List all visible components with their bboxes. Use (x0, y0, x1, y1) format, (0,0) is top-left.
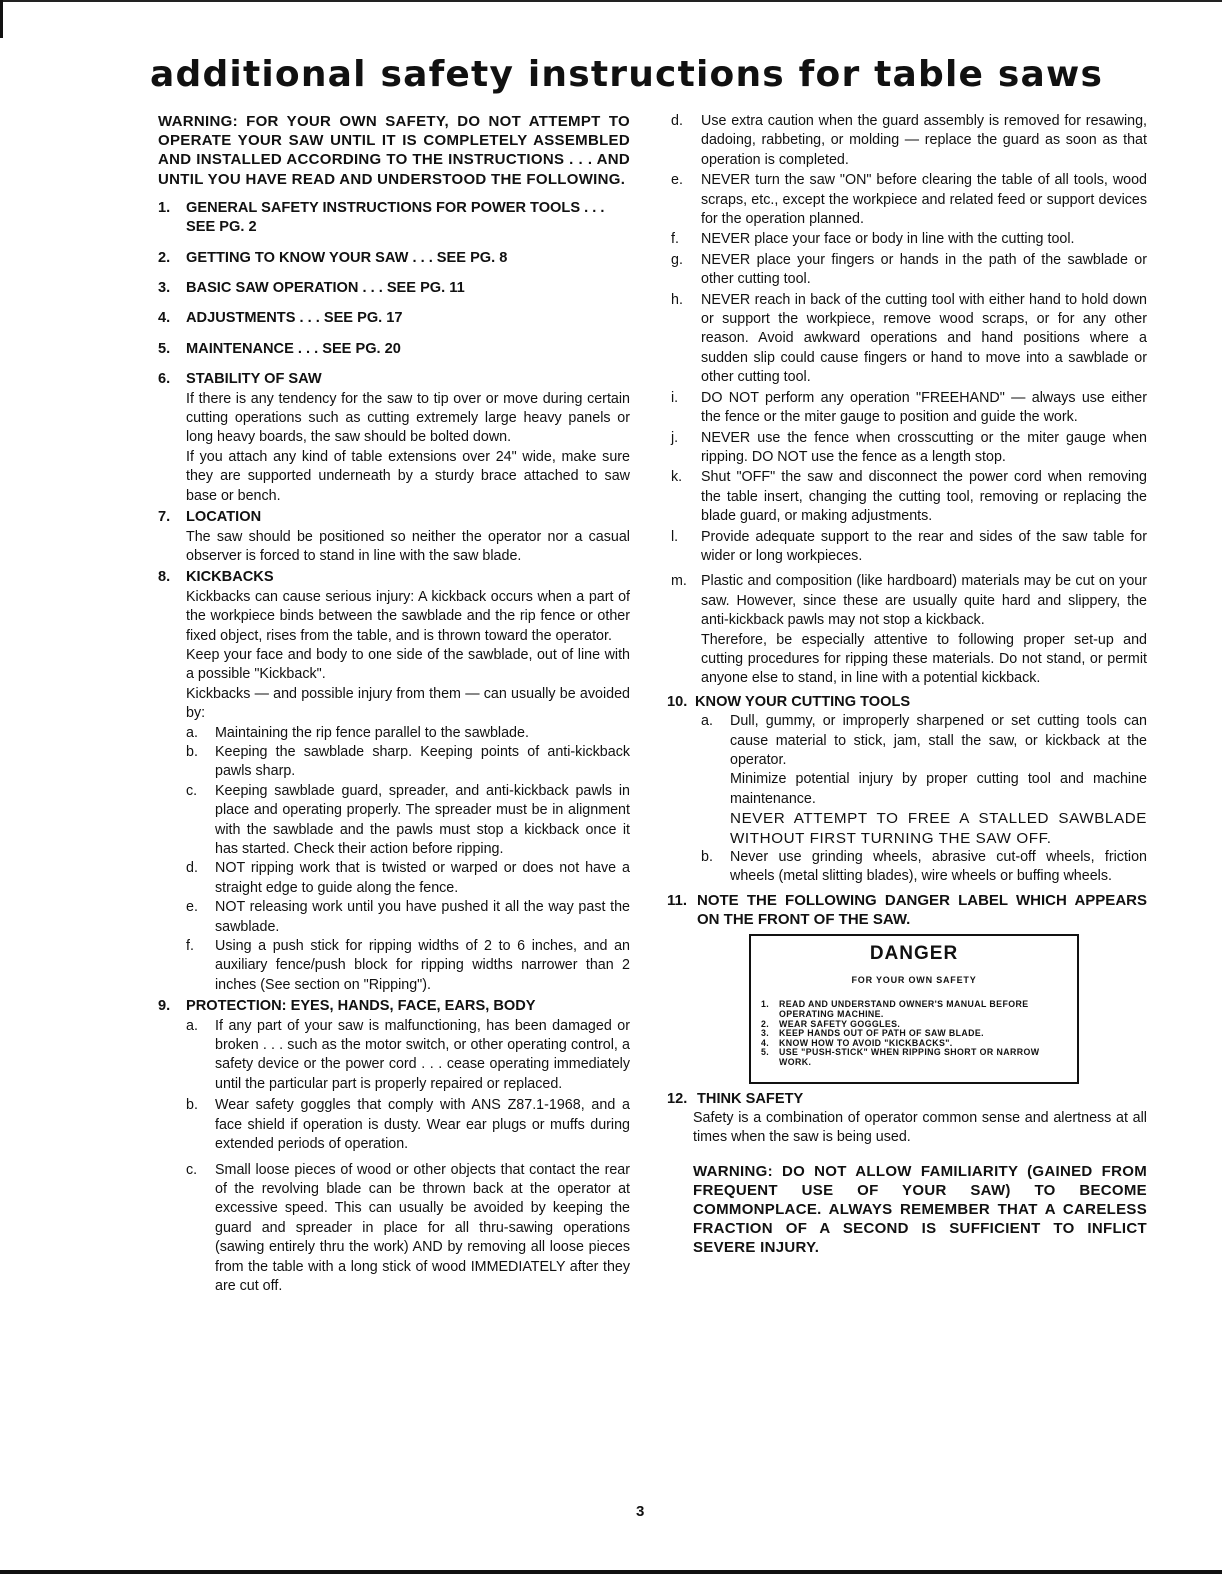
section-text: MAINTENANCE . . . SEE PG. 20 (186, 340, 401, 357)
danger-item (761, 1048, 1067, 1067)
list-item (186, 743, 630, 782)
list-text: If any part of your saw is malfunctioning, has been damaged or broken . . . such as the motor switch, or other operating control, a safety device or the power cord . . . cease operating immediately until the particular part is properly repaired or replaced. (215, 1017, 630, 1092)
list-letter: b. (701, 849, 713, 866)
section-8 (158, 568, 630, 995)
danger-subtitle: FOR YOUR OWN SAFETY (851, 975, 977, 986)
list-item (186, 859, 630, 898)
list-text: Keeping the sawblade sharp. Keeping points of anti-kickback pawls sharp. (215, 743, 630, 780)
danger-title: DANGER (869, 942, 959, 964)
section-number: 9. (158, 998, 171, 1015)
list-letter: e. (186, 899, 198, 916)
list-text: Minimize potential injury by proper cutting tool and machine maintenance. (730, 771, 1147, 807)
danger-item-text: KEEP HANDS OUT OF PATH OF SAW BLADE. (779, 1028, 985, 1039)
list-item (667, 112, 1147, 170)
section-number: 1. (158, 199, 171, 216)
list-item (701, 712, 1147, 848)
list-letter: b. (186, 743, 198, 760)
list-letter: e. (671, 172, 683, 189)
list-text: Plastic and composition (like hardboard) materials may be cut on your saw. However, since these are usually quite hard and slippery, the anti-kickback pawls may not stop a kickback. (701, 573, 1147, 629)
section-11-heading (667, 891, 1147, 930)
section-heading-text: KNOW YOUR CUTTING TOOLS (695, 693, 911, 710)
section-text: BASIC SAW OPERATION . . . SEE PG. 11 (186, 280, 465, 297)
section-7 (158, 508, 630, 566)
danger-list (761, 1000, 1067, 1067)
list-letter: c. (186, 782, 198, 799)
section-heading (158, 568, 630, 587)
scan-edge-top (0, 0, 1222, 2)
list-letter: i. (671, 389, 679, 406)
section-heading (158, 508, 630, 527)
paragraph: Keep your face and body to one side of the sawblade, out of line with a possible "Kickback". (186, 646, 630, 683)
section-10-heading (667, 693, 1147, 712)
section-number: 4. (158, 310, 171, 327)
danger-item-text: USE "PUSH-STICK" WHEN RIPPING SHORT OR NARROW WORK. (779, 1047, 1040, 1068)
section-number: 7. (158, 509, 171, 526)
list-text: NEVER use the fence when crosscutting or the miter gauge when ripping. DO NOT use the fence as a length stop. (701, 429, 1147, 465)
section-12-heading (667, 1090, 1147, 1109)
section-1 (158, 199, 630, 238)
page-number: 3 (636, 1503, 645, 1520)
list-text: Shut "OFF" the saw and disconnect the power cord when removing the table insert, changing the cutting tool, removing or replacing the blade guard, or making adjustments. (701, 469, 1147, 525)
list-text: Provide adequate support to the rear and sides of the saw table for wider or long workpieces. (701, 528, 1147, 564)
right-column (667, 112, 1147, 1257)
danger-item-number: 1. (761, 999, 770, 1010)
list-letter: g. (671, 251, 683, 268)
danger-item-text: WEAR SAFETY GOGGLES. (779, 1018, 901, 1029)
danger-label (749, 934, 1079, 1084)
section-text: GENERAL SAFETY INSTRUCTIONS FOR POWER TOOLS . . . SEE PG. 2 (186, 199, 605, 236)
list-text: NEVER place your fingers or hands in the path of the sawblade or other cutting tool. (701, 251, 1147, 288)
section-heading (158, 997, 630, 1016)
paragraph: Kickbacks can cause serious injury: A kickback occurs when a part of the workpiece binds between the sawblade and the rip fence or other fixed object, rises from the table, and is thrown toward the operator. (186, 588, 630, 644)
section-6 (158, 370, 630, 506)
list-letter: h. (671, 291, 683, 308)
list-item (667, 429, 1147, 468)
list-item (186, 1161, 630, 1297)
section-number: 2. (158, 249, 171, 266)
scan-edge-bottom (0, 1570, 1222, 1574)
section-text: ADJUSTMENTS . . . SEE PG. 17 (186, 310, 403, 327)
list-text: Use extra caution when the guard assembly is removed for resawing, dadoing, rabbeting, or molding — replace the guard as soon as that operation is completed. (701, 113, 1147, 168)
list-text: NEVER turn the saw "ON" before clearing the table of all tools, wood scraps, etc., except the workpiece and related feed or support devices for the operation planned. (701, 172, 1147, 228)
section-heading-text: THINK SAFETY (697, 1090, 804, 1107)
list-item (186, 724, 630, 743)
list-letter: d. (186, 860, 198, 877)
list-letter: c. (186, 1161, 198, 1178)
section-10-list (701, 712, 1147, 887)
list-text: NEVER reach in back of the cutting tool with either hand to hold down or support the workpiece, remove wood scraps, or for any other reason. Avoid awkward operations and hand positions where a sudden slip could cause fingers or hand to move into a sawblade or other cutting tool. (701, 291, 1147, 386)
list-item (667, 251, 1147, 290)
section-heading-text: NOTE THE FOLLOWING DANGER LABEL WHICH APPEARS ON THE FRONT OF THE SAW. (697, 891, 1147, 929)
list-letter: a. (186, 724, 198, 741)
list-letter: f. (671, 231, 679, 248)
list-text: Never use grinding wheels, abrasive cut-off wheels, friction wheels (metal slitting blades), wire wheels or buffing wheels. (730, 849, 1147, 885)
section-9 (158, 997, 630, 1296)
scan-edge-left (0, 0, 3, 38)
list-text: Small loose pieces of wood or other objects that contact the rear of the revolving blade can be thrown back at the operator at excessive speed. This can usually be avoided by keeping the guard and spreader in place for all thru-sawing operations (sawing entirely thru the work) AND by removing all loose pieces from the table with a long stick of wood IMMEDIATELY after they are cut off. (215, 1161, 630, 1294)
danger-item-number: 4. (761, 1037, 770, 1048)
final-warning: WARNING: DO NOT ALLOW FAMILIARITY (GAINED FROM FREQUENT USE OF YOUR SAW) TO BECOME COMMONPLACE. ALWAYS REMEMBER THAT A CARELESS FRACTION OF A SECOND IS SUFFICIENT TO INFLICT SEVERE INJURY. (693, 1162, 1147, 1256)
section-number: 5. (158, 340, 171, 357)
list-letter: l. (671, 528, 679, 545)
list-text: NEVER place your face or body in line with the cutting tool. (701, 231, 1075, 248)
list-letter: b. (186, 1097, 198, 1114)
page-title: additional safety instructions for table saws (150, 54, 1104, 95)
list-item (186, 937, 630, 995)
list-item (667, 230, 1147, 249)
list-letter: a. (186, 1017, 198, 1034)
list-item (186, 782, 630, 860)
list-item (667, 171, 1147, 229)
intro-warning: WARNING: FOR YOUR OWN SAFETY, DO NOT ATTEMPT TO OPERATE YOUR SAW UNTIL IT IS COMPLETELY ASSEMBLED AND INSTALLED ACCORDING TO THE INSTRUCTIONS . . . AND UNTIL YOU HAVE READ AND UNDERSTOOD THE FOLLOWING. (158, 113, 630, 188)
list-letter: j. (671, 429, 679, 446)
section-number: 10. (667, 693, 688, 710)
danger-item-number: 2. (761, 1018, 770, 1029)
danger-item-number: 5. (761, 1047, 770, 1058)
paragraph: If there is any tendency for the saw to tip over or move during certain cutting operations such as cutting extremely large heavy panels or long heavy boards, the saw should be bolted down. (186, 390, 630, 446)
danger-item-number: 3. (761, 1028, 770, 1039)
list-item (667, 291, 1147, 388)
list-text: Maintaining the rip fence parallel to the sawblade. (215, 724, 529, 741)
section-heading-text: STABILITY OF SAW (186, 371, 322, 388)
list-item (667, 528, 1147, 567)
list-item (701, 848, 1147, 887)
list-letter: m. (671, 573, 687, 590)
paragraph: The saw should be positioned so neither the operator nor a casual observer is forced to stand in line with the saw blade. (186, 528, 630, 564)
section-number: 6. (158, 371, 171, 388)
section-number: 3. (158, 280, 171, 297)
list-letter: f. (186, 938, 194, 955)
list-text: NOT releasing work until you have pushed it all the way past the sawblade. (215, 899, 630, 935)
list-item (186, 1096, 630, 1154)
danger-item (761, 1000, 1067, 1019)
section-heading-text: LOCATION (186, 509, 262, 526)
left-column (158, 112, 630, 1296)
list-text: Using a push stick for ripping widths of 2 to 6 inches, and an auxiliary fence/push block for ripping widths narrower than 2 inches (See section on "Ripping"). (215, 938, 630, 993)
section-number: 11. (667, 891, 688, 909)
section-heading (158, 370, 630, 389)
list-text: Keeping sawblade guard, spreader, and anti-kickback pawls in place and operating properly. The spreader must be in alignment with the sawblade and the pawls must stop a kickback once it has started. Check their action before ripping. (215, 782, 630, 857)
list-text: DO NOT perform any operation "FREEHAND" — always use either the fence or the miter gauge to position and guide the work. (701, 389, 1147, 426)
section-2 (158, 249, 630, 268)
section-number: 12. (667, 1090, 688, 1107)
list-item (667, 468, 1147, 526)
section-4 (158, 309, 630, 328)
danger-item-text: KNOW HOW TO AVOID "KICKBACKS". (779, 1037, 953, 1048)
list-text: NEVER ATTEMPT TO FREE A STALLED SAWBLADE WITHOUT FIRST TURNING THE SAW OFF. (730, 810, 1147, 847)
section-3 (158, 279, 630, 298)
paragraph: If you attach any kind of table extensions over 24" wide, make sure they are supported underneath by a sturdy brace attached to saw base or bench. (186, 448, 630, 504)
list-item (667, 389, 1147, 428)
section-heading-text: PROTECTION: EYES, HANDS, FACE, EARS, BODY (186, 998, 536, 1015)
list-text: Therefore, be especially attentive to following proper set-up and cutting procedures for ripping these materials. Do not stand, or permit anyone else to stand, in line with a potential kickback. (701, 631, 1147, 687)
paragraph: Kickbacks — and possible injury from them — can usually be avoided by: (186, 685, 630, 722)
section-number: 8. (158, 569, 171, 586)
section-text: GETTING TO KNOW YOUR SAW . . . SEE PG. 8 (186, 249, 508, 266)
section-heading-text: KICKBACKS (186, 569, 274, 586)
list-letter: d. (671, 113, 683, 129)
list-text: Wear safety goggles that comply with ANS Z87.1-1968, and a face shield if operation is dusty. Wear ear plugs or muffs during extended periods of operation. (215, 1097, 630, 1153)
list-item (667, 572, 1147, 688)
list-item (186, 1017, 630, 1095)
list-letter: k. (671, 469, 683, 486)
list-item (186, 898, 630, 937)
list-letter: a. (701, 713, 713, 730)
paragraph: Safety is a combination of operator common sense and alertness at all times when the saw is being used. (693, 1110, 1147, 1146)
list-text: Dull, gummy, or improperly sharpened or set cutting tools can cause material to stick, jam, stall the saw, or kickback at the operator. (730, 713, 1147, 768)
list-text: NOT ripping work that is twisted or warped or does not have a straight edge to guide along the fence. (215, 860, 630, 896)
section-5 (158, 340, 630, 359)
danger-item-text: READ AND UNDERSTAND OWNER'S MANUAL BEFORE OPERATING MACHINE. (779, 999, 1029, 1020)
